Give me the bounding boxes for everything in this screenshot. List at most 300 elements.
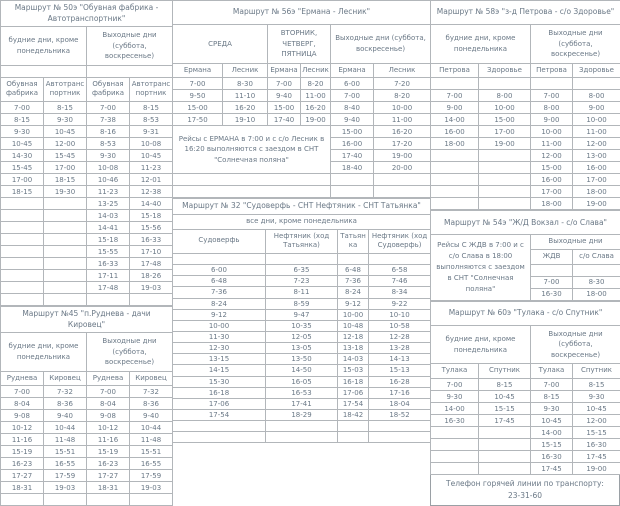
time-cell: 11-16 bbox=[1, 434, 44, 446]
time-cell: 16-00 bbox=[531, 174, 573, 186]
time-cell: 8-30 bbox=[223, 78, 268, 90]
table-row bbox=[1, 198, 173, 210]
table-row bbox=[173, 432, 431, 443]
time-cell: 17-45 bbox=[531, 463, 573, 475]
time-cell bbox=[44, 270, 87, 282]
time-cell bbox=[338, 421, 369, 432]
time-cell: 9-30 bbox=[431, 391, 479, 403]
time-cell bbox=[266, 421, 338, 432]
table-row bbox=[173, 276, 431, 287]
route-58-weekend-header: Выходные дни (суббота, воскресенье) bbox=[531, 25, 620, 64]
time-cell: 8-11 bbox=[266, 287, 338, 298]
time-cell: 17-11 bbox=[87, 270, 130, 282]
time-cell: 19-10 bbox=[223, 114, 268, 126]
time-cell: 11-10 bbox=[223, 90, 268, 102]
time-cell: 16-30 bbox=[531, 451, 573, 463]
table-row bbox=[173, 387, 431, 398]
time-cell bbox=[431, 198, 479, 210]
time-cell: 15-03 bbox=[338, 365, 369, 376]
time-cell bbox=[479, 186, 531, 198]
time-cell: 7-23 bbox=[266, 276, 338, 287]
route-60-col-header: Спутник bbox=[573, 364, 620, 379]
time-cell: 9-12 bbox=[173, 309, 266, 320]
table-row bbox=[1, 114, 173, 126]
spacer-row bbox=[173, 174, 431, 186]
time-cell: 13-50 bbox=[266, 354, 338, 365]
time-cell: 17-00 bbox=[1, 174, 44, 186]
time-cell: 9-22 bbox=[369, 298, 431, 309]
table-row bbox=[431, 78, 620, 90]
time-cell: 16-55 bbox=[130, 458, 173, 470]
time-cell: 7-32 bbox=[130, 386, 173, 398]
time-cell: 9-30 bbox=[87, 150, 130, 162]
route-58-title: Маршрут № 58э "з-д Петрова - с/о Здоровье" bbox=[431, 1, 620, 25]
time-cell: 7-00 bbox=[531, 276, 573, 288]
route-45-col-header: Руднева bbox=[87, 371, 130, 386]
route-60-title: Маршрут № 60э "Тулака - с/о Спутник" bbox=[431, 301, 620, 325]
time-cell bbox=[266, 254, 338, 265]
time-cell: 13-18 bbox=[338, 343, 369, 354]
table-row bbox=[1, 126, 173, 138]
time-cell: 18-15 bbox=[44, 174, 87, 186]
time-cell: 12-18 bbox=[338, 332, 369, 343]
table-row bbox=[431, 90, 620, 102]
time-cell bbox=[87, 294, 130, 306]
time-cell: 12-00 bbox=[531, 150, 573, 162]
time-cell: 17-45 bbox=[573, 451, 620, 463]
time-cell: 19-00 bbox=[573, 463, 620, 475]
route-56-table bbox=[172, 0, 431, 198]
time-cell: 17-10 bbox=[130, 246, 173, 258]
time-cell: 7-00 bbox=[431, 90, 479, 102]
time-cell: 15-00 bbox=[268, 102, 301, 114]
time-cell: 15-13 bbox=[369, 365, 431, 376]
time-cell: 11-00 bbox=[573, 126, 620, 138]
time-cell: 14-50 bbox=[266, 365, 338, 376]
route-45-col-header: Кировец bbox=[44, 371, 87, 386]
time-cell bbox=[44, 210, 87, 222]
time-cell: 7-00 bbox=[87, 386, 130, 398]
table-row bbox=[173, 287, 431, 298]
table-row bbox=[173, 343, 431, 354]
time-cell: 10-00 bbox=[338, 309, 369, 320]
time-cell bbox=[479, 463, 531, 475]
route-60-col-header: Спутник bbox=[479, 364, 531, 379]
hotline-footer bbox=[430, 475, 620, 506]
time-cell: 12-00 bbox=[573, 415, 620, 427]
table-row bbox=[1, 446, 173, 458]
time-cell: 17-06 bbox=[173, 398, 266, 409]
table-row bbox=[431, 126, 620, 138]
table-row bbox=[1, 258, 173, 270]
route-54-weekend-header: Выходные дни bbox=[531, 235, 620, 250]
time-cell: 19-00 bbox=[374, 150, 431, 162]
time-cell: 8-00 bbox=[573, 90, 620, 102]
table-row bbox=[1, 246, 173, 258]
time-cell: 9-08 bbox=[87, 410, 130, 422]
time-cell: 15-19 bbox=[87, 446, 130, 458]
table-row bbox=[1, 186, 173, 198]
time-cell: 11-23 bbox=[87, 186, 130, 198]
column-group-right bbox=[430, 0, 620, 506]
time-cell: 8-00 bbox=[479, 90, 531, 102]
table-row bbox=[173, 410, 431, 421]
table-row bbox=[431, 379, 620, 391]
time-cell: 16-33 bbox=[87, 258, 130, 270]
route-56-col-header: Лесник bbox=[301, 63, 331, 78]
route-56-title: Маршрут № 56э "Ермана - Лесник" bbox=[173, 1, 431, 25]
time-cell: 7-00 bbox=[1, 102, 44, 114]
time-cell: 16-00 bbox=[573, 162, 620, 174]
time-cell: 8-24 bbox=[338, 287, 369, 298]
table-row bbox=[1, 234, 173, 246]
time-cell: 11-30 bbox=[173, 332, 266, 343]
spacer-row bbox=[1, 65, 173, 77]
table-row bbox=[1, 386, 173, 398]
time-cell: 10-12 bbox=[87, 422, 130, 434]
time-cell: 8-24 bbox=[173, 298, 266, 309]
table-row bbox=[173, 78, 431, 90]
table-row bbox=[431, 463, 620, 475]
route-56-col-header: Ермана bbox=[173, 63, 223, 78]
time-cell: 19-00 bbox=[573, 198, 620, 210]
route-50-table bbox=[0, 0, 173, 306]
time-cell bbox=[44, 494, 87, 506]
table-row bbox=[173, 90, 431, 102]
time-cell: 20-00 bbox=[374, 162, 431, 174]
table-row bbox=[173, 298, 431, 309]
time-cell: 7-00 bbox=[431, 379, 479, 391]
time-cell: 15-30 bbox=[173, 376, 266, 387]
time-cell: 8-15 bbox=[1, 114, 44, 126]
time-cell bbox=[479, 427, 531, 439]
time-cell: 6-58 bbox=[369, 265, 431, 276]
table-row bbox=[1, 102, 173, 114]
table-row bbox=[1, 222, 173, 234]
time-cell: 18-26 bbox=[130, 270, 173, 282]
time-cell bbox=[431, 427, 479, 439]
time-cell: 14-15 bbox=[173, 365, 266, 376]
table-row bbox=[173, 309, 431, 320]
time-cell: 15-00 bbox=[331, 126, 374, 138]
time-cell: 17-48 bbox=[87, 282, 130, 294]
time-cell: 15-00 bbox=[479, 114, 531, 126]
time-cell: 7-46 bbox=[369, 276, 431, 287]
time-cell: 8-20 bbox=[301, 78, 331, 90]
time-cell: 10-35 bbox=[266, 320, 338, 331]
time-cell: 15-51 bbox=[130, 446, 173, 458]
table-row bbox=[431, 439, 620, 451]
time-cell bbox=[1, 234, 44, 246]
time-cell: 16-30 bbox=[573, 439, 620, 451]
route-45-weekend-header: Выходные дни (суббота, воскресенье) bbox=[87, 333, 173, 372]
time-cell: 12-01 bbox=[130, 174, 173, 186]
table-row bbox=[1, 470, 173, 482]
route-32-title: Маршрут № 32 "Судоверфь - СНТ Нефтяник - СНТ Татьянка" bbox=[173, 199, 431, 215]
route-50-col-header: Автотранс портник bbox=[130, 77, 173, 102]
time-cell: 17-40 bbox=[331, 150, 374, 162]
time-cell bbox=[431, 439, 479, 451]
time-cell: 15-18 bbox=[130, 210, 173, 222]
time-cell: 9-40 bbox=[130, 410, 173, 422]
table-row bbox=[431, 138, 620, 150]
table-row bbox=[173, 320, 431, 331]
table-row bbox=[173, 265, 431, 276]
time-cell: 8-36 bbox=[44, 398, 87, 410]
time-cell: 17-59 bbox=[44, 470, 87, 482]
table-row bbox=[1, 174, 173, 186]
time-cell: 6-35 bbox=[266, 265, 338, 276]
time-cell bbox=[531, 78, 573, 90]
time-cell: 8-59 bbox=[266, 298, 338, 309]
time-cell: 17-00 bbox=[531, 186, 573, 198]
time-cell: 10-00 bbox=[374, 102, 431, 114]
time-cell: 12-00 bbox=[44, 138, 87, 150]
table-row bbox=[1, 494, 173, 506]
time-cell bbox=[130, 294, 173, 306]
time-cell: 13-05 bbox=[266, 343, 338, 354]
time-cell: 7-32 bbox=[44, 386, 87, 398]
route-58-col-header: Здоровье bbox=[573, 63, 620, 78]
time-cell: 8-16 bbox=[87, 126, 130, 138]
time-cell: 10-45 bbox=[1, 138, 44, 150]
table-row bbox=[1, 162, 173, 174]
route-58-col-header: Петрова bbox=[431, 63, 479, 78]
time-cell: 17-41 bbox=[266, 398, 338, 409]
table-row bbox=[431, 162, 620, 174]
route-58-col-header: Здоровье bbox=[479, 63, 531, 78]
table-row bbox=[431, 174, 620, 186]
route-54-col-header: с/о Слава bbox=[573, 250, 620, 265]
time-cell: 10-00 bbox=[573, 114, 620, 126]
time-cell: 18-15 bbox=[1, 186, 44, 198]
route-45-table bbox=[0, 306, 173, 506]
time-cell: 17-45 bbox=[479, 415, 531, 427]
time-cell: 10-45 bbox=[573, 403, 620, 415]
time-cell: 9-31 bbox=[130, 126, 173, 138]
time-cell: 8-15 bbox=[130, 102, 173, 114]
time-cell: 7-00 bbox=[87, 102, 130, 114]
time-cell bbox=[1, 222, 44, 234]
time-cell bbox=[479, 439, 531, 451]
time-cell bbox=[1, 198, 44, 210]
time-cell: 9-00 bbox=[531, 114, 573, 126]
time-cell bbox=[266, 432, 338, 443]
time-cell: 15-56 bbox=[130, 222, 173, 234]
time-cell: 10-00 bbox=[531, 126, 573, 138]
route-54-col-header: ЖДВ bbox=[531, 250, 573, 265]
table-row bbox=[173, 354, 431, 365]
table-row bbox=[1, 138, 173, 150]
table-row bbox=[1, 422, 173, 434]
table-row bbox=[1, 270, 173, 282]
time-cell: 10-45 bbox=[130, 150, 173, 162]
table-row bbox=[1, 410, 173, 422]
time-cell: 16-20 bbox=[374, 126, 431, 138]
time-cell: 10-45 bbox=[44, 126, 87, 138]
time-cell: 15-18 bbox=[87, 234, 130, 246]
time-cell bbox=[87, 494, 130, 506]
time-cell: 14-41 bbox=[87, 222, 130, 234]
time-cell: 9-30 bbox=[573, 391, 620, 403]
time-cell: 13-28 bbox=[369, 343, 431, 354]
column-group-left bbox=[0, 0, 172, 506]
time-cell: 13-25 bbox=[87, 198, 130, 210]
time-cell: 8-53 bbox=[87, 138, 130, 150]
time-cell bbox=[479, 150, 531, 162]
table-row bbox=[431, 415, 620, 427]
time-cell: 16-00 bbox=[431, 126, 479, 138]
time-cell: 17-54 bbox=[173, 410, 266, 421]
time-cell: 8-00 bbox=[531, 102, 573, 114]
time-cell: 15-00 bbox=[173, 102, 223, 114]
time-cell: 7-36 bbox=[173, 287, 266, 298]
table-row bbox=[173, 126, 431, 138]
time-cell: 18-00 bbox=[431, 138, 479, 150]
time-cell bbox=[431, 186, 479, 198]
time-cell: 12-28 bbox=[369, 332, 431, 343]
time-cell: 9-50 bbox=[173, 90, 223, 102]
time-cell: 8-15 bbox=[479, 379, 531, 391]
time-cell: 16-20 bbox=[223, 102, 268, 114]
route-32-col-header: Судоверфь bbox=[173, 229, 266, 254]
time-cell: 15-45 bbox=[44, 150, 87, 162]
time-cell: 19-30 bbox=[44, 186, 87, 198]
time-cell: 19-00 bbox=[479, 138, 531, 150]
hotline-phone: 23-31-60 bbox=[433, 490, 617, 502]
time-cell: 19-03 bbox=[130, 282, 173, 294]
time-cell: 8-15 bbox=[44, 102, 87, 114]
time-cell: 10-08 bbox=[87, 162, 130, 174]
time-cell: 8-04 bbox=[87, 398, 130, 410]
time-cell: 17-00 bbox=[573, 174, 620, 186]
time-cell: 7-20 bbox=[374, 78, 431, 90]
time-cell bbox=[431, 463, 479, 475]
time-cell: 10-00 bbox=[173, 320, 266, 331]
route-56-weekend-header: Выходные дни (суббота, воскресенье) bbox=[331, 25, 431, 64]
time-cell bbox=[1, 282, 44, 294]
time-cell: 14-13 bbox=[369, 354, 431, 365]
table-row bbox=[173, 365, 431, 376]
route-50-title: Маршрут № 50э "Обувная фабрика - Автотранспортник" bbox=[1, 1, 173, 27]
time-cell: 12-00 bbox=[573, 138, 620, 150]
time-cell: 14-40 bbox=[130, 198, 173, 210]
table-row bbox=[431, 427, 620, 439]
table-row bbox=[173, 102, 431, 114]
time-cell bbox=[1, 210, 44, 222]
time-cell: 19-00 bbox=[301, 114, 331, 126]
time-cell: 11-23 bbox=[130, 162, 173, 174]
time-cell: 18-29 bbox=[266, 410, 338, 421]
time-cell bbox=[573, 78, 620, 90]
table-row bbox=[431, 198, 620, 210]
table-row bbox=[173, 114, 431, 126]
time-cell: 7-00 bbox=[1, 386, 44, 398]
table-row bbox=[173, 398, 431, 409]
time-cell: 11-16 bbox=[87, 434, 130, 446]
time-cell: 13-00 bbox=[573, 150, 620, 162]
time-cell: 18-52 bbox=[369, 410, 431, 421]
time-cell: 14-00 bbox=[531, 427, 573, 439]
time-cell: 10-48 bbox=[338, 320, 369, 331]
time-cell: 15-45 bbox=[1, 162, 44, 174]
table-row bbox=[173, 376, 431, 387]
time-cell: 18-31 bbox=[1, 482, 44, 494]
route-50-col-header: Обувная фабрика bbox=[87, 77, 130, 102]
time-cell: 15-15 bbox=[479, 403, 531, 415]
time-cell bbox=[44, 234, 87, 246]
time-cell: 8-30 bbox=[573, 276, 620, 288]
time-cell: 10-58 bbox=[369, 320, 431, 331]
time-cell: 16-30 bbox=[431, 415, 479, 427]
route-45-title: Маршрут №45 "п.Руднева - дачи Кировец" bbox=[1, 307, 173, 333]
time-cell: 8-20 bbox=[374, 90, 431, 102]
time-cell: 15-15 bbox=[573, 427, 620, 439]
time-cell bbox=[1, 246, 44, 258]
route-56-tue-thu-fri-header: ВТОРНИК, ЧЕТВЕРГ, ПЯТНИЦА bbox=[268, 25, 331, 64]
time-cell: 17-06 bbox=[338, 387, 369, 398]
route-32-table bbox=[172, 198, 431, 443]
time-cell bbox=[130, 494, 173, 506]
route-56-note: Рейсы с ЕРМАНА в 7:00 и с с/о Лесник в 16:20 выполняются с заездом в СНТ "Солнечная поляна" bbox=[173, 126, 331, 174]
time-cell: 7-00 bbox=[331, 90, 374, 102]
route-56-col-header: Лесник bbox=[223, 63, 268, 78]
time-cell: 6-00 bbox=[331, 78, 374, 90]
time-cell: 11-00 bbox=[374, 114, 431, 126]
time-cell: 10-12 bbox=[1, 422, 44, 434]
route-45-col-header: Руднева bbox=[1, 371, 44, 386]
time-cell bbox=[1, 494, 44, 506]
time-cell bbox=[431, 150, 479, 162]
time-cell: 14-00 bbox=[431, 403, 479, 415]
time-cell bbox=[431, 162, 479, 174]
time-cell: 18-00 bbox=[573, 288, 620, 300]
time-cell: 10-10 bbox=[369, 309, 431, 320]
time-cell: 7-00 bbox=[173, 78, 223, 90]
time-cell: 17-27 bbox=[87, 470, 130, 482]
time-cell: 9-40 bbox=[268, 90, 301, 102]
time-cell: 11-48 bbox=[44, 434, 87, 446]
time-cell: 11-48 bbox=[130, 434, 173, 446]
time-cell bbox=[431, 78, 479, 90]
time-cell: 8-34 bbox=[369, 287, 431, 298]
route-45-col-header: Кировец bbox=[130, 371, 173, 386]
time-cell: 18-00 bbox=[531, 198, 573, 210]
time-cell bbox=[369, 254, 431, 265]
time-cell: 16-18 bbox=[173, 387, 266, 398]
route-56-col-header: Лесник bbox=[374, 63, 431, 78]
time-cell: 17-50 bbox=[173, 114, 223, 126]
time-cell: 15-00 bbox=[531, 162, 573, 174]
route-50-col-header: Обувная фабрика bbox=[1, 77, 44, 102]
time-cell bbox=[44, 294, 87, 306]
route-56-col-header: Ермана bbox=[268, 63, 301, 78]
table-row bbox=[431, 391, 620, 403]
time-cell bbox=[173, 421, 266, 432]
time-cell: 6-00 bbox=[173, 265, 266, 276]
table-row bbox=[1, 458, 173, 470]
time-cell: 8-40 bbox=[331, 102, 374, 114]
time-cell: 19-03 bbox=[44, 482, 87, 494]
time-cell bbox=[44, 282, 87, 294]
route-32-col-header: Татьянка bbox=[338, 229, 369, 254]
time-cell bbox=[44, 222, 87, 234]
time-cell bbox=[44, 198, 87, 210]
time-cell: 18-31 bbox=[87, 482, 130, 494]
table-row bbox=[1, 150, 173, 162]
table-row bbox=[431, 102, 620, 114]
time-cell: 16-00 bbox=[331, 138, 374, 150]
